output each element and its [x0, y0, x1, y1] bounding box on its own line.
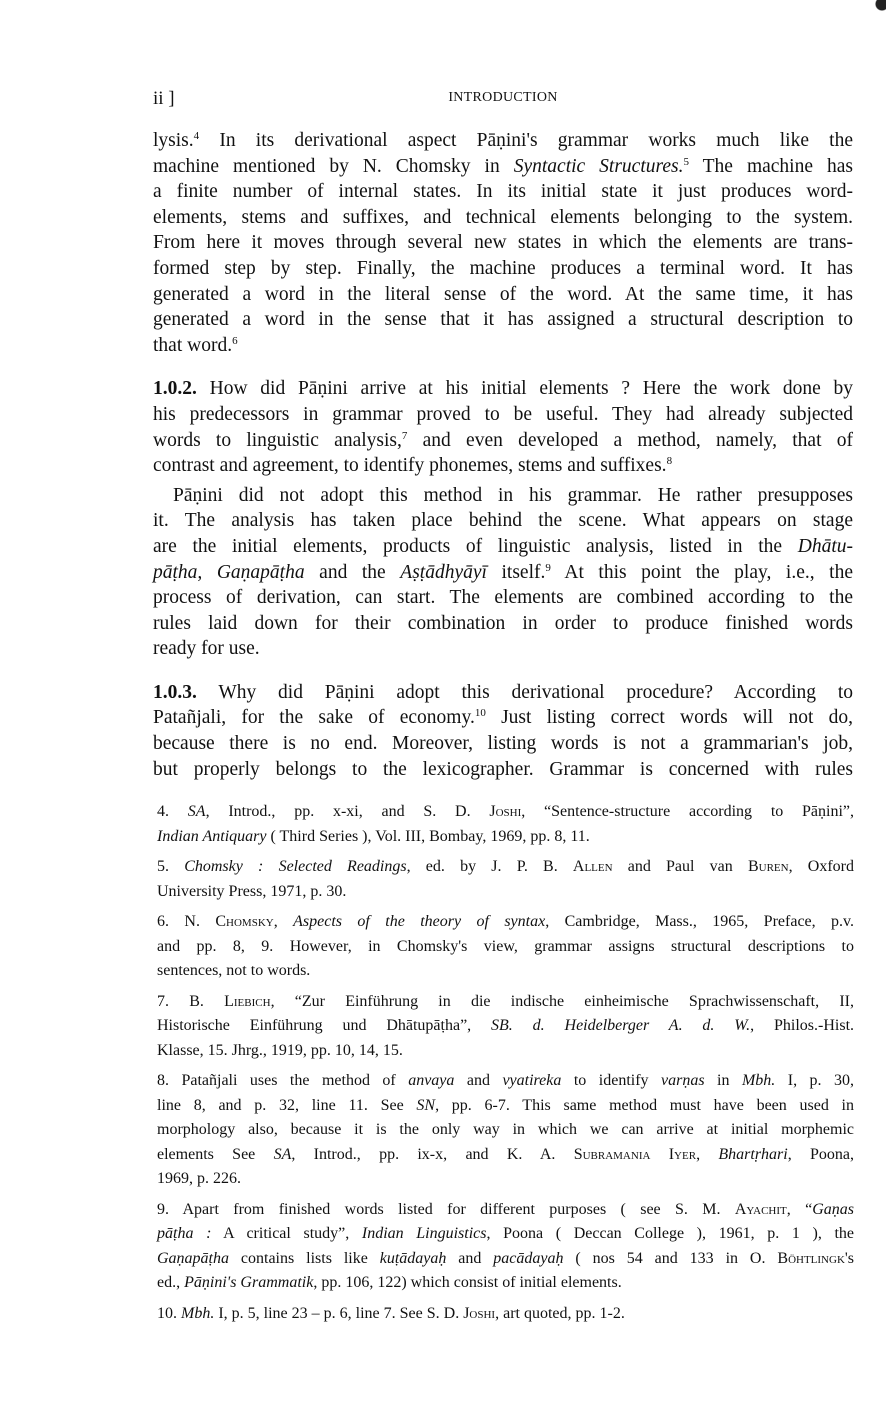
- footnote: [157, 1069, 854, 1192]
- footnote-ref: 4: [193, 130, 200, 142]
- author-name: Chomsky: [215, 913, 274, 930]
- text-line: 9. Apart from finished words listed for different purposes ( see S. M. Ayachit, “Gaṇas: [157, 1200, 854, 1218]
- author-name: Allen: [572, 858, 613, 875]
- footnote: [157, 990, 854, 1064]
- running-header: [153, 88, 853, 110]
- text-line: lysis.$^4$ In its derivational aspect Pāṇini's grammar works much like the: [153, 130, 853, 151]
- text-line: elements, stems and suffixes, and technical elements belonging to the system.: [153, 206, 853, 228]
- text-line: University Press, 1971, p. 30.: [157, 882, 347, 900]
- paragraph: [153, 128, 853, 358]
- author-name: Joshi: [489, 803, 522, 820]
- text-line: 7. B. Liebich, “Zur Einführung in die indische einheimische Sprachwissenschaft, II,: [157, 992, 854, 1010]
- author-name: Liebich: [224, 992, 271, 1010]
- text-line: Patañjali, for the sake of economy.$^{10}$ Just listing correct words will not do,: [153, 707, 853, 729]
- italic-text: Dhātu-: [797, 535, 853, 557]
- author-name: Böhtlingk: [777, 1249, 845, 1267]
- italic-text: pacādayaḥ: [493, 1249, 564, 1267]
- italic-text: Mbh.: [181, 1304, 215, 1322]
- text-line: because there is no end. Moreover, listing words is not a grammarian's job,: [153, 733, 853, 755]
- text-line: 1969, p. 226.: [157, 1170, 241, 1187]
- italic-text: SA: [187, 803, 206, 820]
- italic-text: Indian Linguistics: [361, 1225, 487, 1242]
- italic-text: Aṣṭādhyāyī: [400, 561, 487, 583]
- author-name: Joshi: [463, 1304, 496, 1322]
- paragraph: [153, 680, 853, 782]
- text-line: formed step by step. Finally, the machine produces a terminal word. It has: [153, 257, 853, 279]
- italic-text: Chomsky : Selected Readings: [184, 858, 407, 875]
- italic-text: Mbh.: [741, 1072, 776, 1089]
- footnote: [157, 800, 854, 849]
- author-name: Ayachit: [734, 1200, 787, 1218]
- section-number: 1.0.2.: [153, 378, 197, 400]
- text-line: 8. Patañjali uses the method of anvaya and vyatireka to identify varṇas in Mbh. I, p. 30,: [157, 1072, 855, 1089]
- author-name: Buren: [747, 858, 789, 875]
- footnote: [157, 910, 854, 984]
- text-line: contrast and agreement, to identify phonemes, stems and suffixes.$^8$: [153, 455, 673, 477]
- italic-text: anvaya: [408, 1072, 455, 1089]
- text-line: his predecessors in grammar proved to be useful. They had already subjected: [153, 403, 853, 425]
- text-line: a finite number of internal states. In its initial state it just produces word-: [153, 181, 853, 203]
- text-line: morphology also, because it is the only way in which we can arrive at initial morphemic: [157, 1121, 854, 1138]
- text-line: but properly belongs to the lexicographer. Grammar is concerned with rules: [153, 758, 853, 780]
- text-line: ed., Pāṇini's Grammatik, pp. 106, 122) which consist of initial elements.: [157, 1274, 622, 1291]
- italic-text: pāṭha, Gaṇapāṭha: [153, 561, 305, 583]
- footnote: [157, 855, 854, 904]
- text-line: generated a word in the literal sense of the word. At the same time, it has: [153, 283, 853, 305]
- italic-text: pāṭha :: [157, 1225, 212, 1242]
- text-line: rules laid down for their combination in order to produce finished words: [153, 612, 853, 634]
- italic-text: Bhartṛhari: [718, 1145, 788, 1163]
- italic-text: Gaṇapāṭha: [157, 1249, 229, 1267]
- text-line: sentences, not to words.: [157, 962, 311, 979]
- footnote-ref: 6: [232, 334, 238, 347]
- text-line: words to linguistic analysis,$^7$ and even developed a method, namely, that of: [153, 429, 853, 451]
- scan-speck: [866, 0, 886, 20]
- footnote-ref: 7: [401, 429, 408, 442]
- italic-text: vyatireka: [502, 1072, 562, 1089]
- italic-text: Aspects of the theory of syntax: [293, 913, 546, 930]
- italic-text: Indian Antiquary: [157, 827, 267, 845]
- italic-text: Syntactic Structures.: [513, 155, 684, 177]
- footnote-ref: 5: [683, 155, 689, 168]
- italic-text: Pāṇini's Grammatik: [184, 1274, 314, 1291]
- text-line: 4. SA, Introd., pp. x-xi, and S. D. Joshi, “Sentence-structure according to Pāṇini”,: [157, 803, 855, 820]
- text-line: pāṭha : A critical study”, Indian Linguistics, Poona ( Deccan College ), 1961, p. 1 ), the: [157, 1225, 854, 1242]
- footnote: [157, 1302, 854, 1327]
- text-line: Historische Einführung und Dhātupāṭha”, SB. d. Heidelberger A. d. W., Philos.-Hist.: [157, 1017, 855, 1034]
- text-line: line 8, and p. 32, line 11. See SN, pp. 6-7. This same method must have been used in: [157, 1096, 854, 1114]
- paragraph: [153, 376, 853, 478]
- footnote-ref: 10: [474, 707, 486, 720]
- footnote: [157, 1198, 854, 1296]
- running-title: INTRODUCTION: [448, 90, 558, 105]
- text-line: 1.0.2. How did Pāṇini arrive at his initial elements ? Here the work done by: [153, 378, 853, 400]
- text-line: ready for use.: [153, 638, 260, 660]
- text-line: it. The analysis has taken place behind the scene. What appears on stage: [153, 510, 853, 532]
- text-line: elements See SA, Introd., pp. ix-x, and K. A. Subramania Iyer, Bhartṛhari, Poona,: [157, 1145, 855, 1163]
- text-line: 6. N. Chomsky, Aspects of the theory of syntax, Cambridge, Mass., 1965, Preface, p.v.: [157, 913, 855, 930]
- text-line: 1.0.3. Why did Pāṇini adopt this derivational procedure? According to: [153, 681, 853, 703]
- section-number: 1.0.3.: [153, 681, 197, 703]
- text-line: From here it moves through several new states in which the elements are trans-: [153, 232, 853, 254]
- text-line: Klasse, 15. Jhrg., 1919, pp. 10, 14, 15.: [157, 1041, 403, 1059]
- italic-text: SN: [416, 1096, 436, 1114]
- text-line: pāṭha, Gaṇapāṭha and the Aṣṭādhyāyī itself.$^9$ At this point the play, i.e., the: [153, 561, 854, 583]
- italic-text: varṇas: [661, 1072, 705, 1089]
- text-line: 5. Chomsky : Selected Readings, ed. by J. P. B. Allen and Paul van Buren, Oxford: [157, 858, 854, 875]
- text-line: and pp. 8, 9. However, in Chomsky's view, grammar assigns structural descriptions to: [157, 937, 854, 955]
- footnote-ref: 9: [545, 561, 551, 574]
- paragraph: [153, 483, 853, 662]
- footnote-ref: 8: [666, 455, 673, 468]
- text-line: 10. Mbh. I, p. 5, line 23 – p. 6, line 7. See S. D. Joshi, art quoted, pp. 1-2.: [157, 1304, 625, 1322]
- italic-text: kuṭādayaḥ: [379, 1249, 447, 1267]
- main-text: [153, 128, 853, 800]
- author-name: Subramania Iyer: [573, 1145, 697, 1163]
- italic-text: Gaṇas: [812, 1200, 854, 1218]
- page-number: ii ]: [153, 88, 175, 109]
- text-line: Gaṇapāṭha contains lists like kuṭādayaḥ and pacādayaḥ ( nos 54 and 133 in O. Böhtlingk's: [157, 1249, 854, 1267]
- text-line: are the initial elements, products of linguistic analysis, listed in the Dhātu-: [153, 535, 853, 557]
- footnotes: [157, 800, 854, 1332]
- text-line: Indian Antiquary ( Third Series ), Vol. III, Bombay, 1969, pp. 8, 11.: [157, 827, 590, 845]
- text-line: process of derivation, can start. The elements are combined according to the: [153, 587, 853, 609]
- text-line: generated a word in the sense that it has assigned a structural description to: [153, 309, 853, 331]
- text-line: machine mentioned by N. Chomsky in Syntactic Structures.$^5$ The machine has: [153, 155, 853, 177]
- italic-text: SB. d. Heidelberger A. d. W.: [491, 1017, 751, 1034]
- text-line: that word.$^6$: [153, 334, 238, 356]
- italic-text: SA: [273, 1145, 292, 1163]
- text-line: Pāṇini did not adopt this method in his grammar. He rather presupposes: [173, 484, 853, 506]
